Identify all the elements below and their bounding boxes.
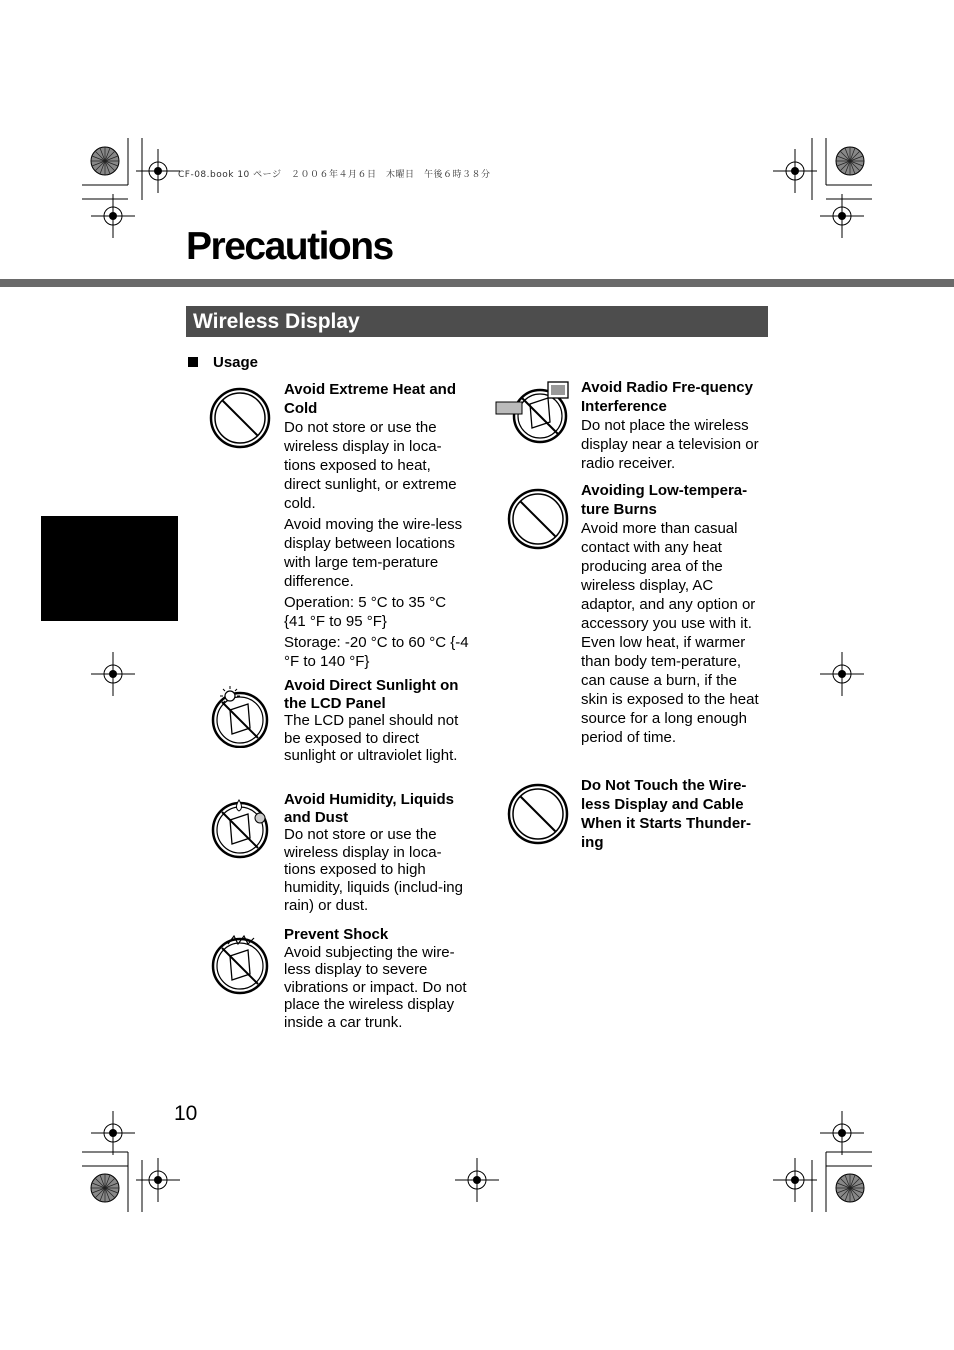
prohibition-icon — [506, 782, 570, 846]
book-header-info: CF-08.book 10 ページ ２００６年４月６日 木曜日 午後６時３８分 — [178, 170, 491, 180]
page-number: 10 — [174, 1102, 198, 1125]
no-radio-interference-icon — [494, 380, 574, 444]
operation-temperature: Operation: 5 °C to 35 °C {41 °F to 95 °F} — [284, 594, 447, 630]
precaution-text: Do not place the wireless display near a television or radio receiver. — [581, 417, 759, 472]
prohibition-icon — [506, 487, 570, 551]
precaution-title: Do Not Touch the Wire-less Display and Cable When it Starts Thunder-ing — [581, 777, 751, 851]
precaution-title: Avoiding Low-tempera-ture Burns — [581, 482, 748, 518]
precaution-text: Avoid moving the wire-less display between locations with large tem-perature difference. — [284, 516, 463, 590]
precaution-title: Prevent Shock — [284, 926, 389, 943]
precaution-text: Do not store or use the wireless display in loca-tions exposed to high humidity, liquids (includ-ing rain) or dust. — [284, 826, 463, 914]
precaution-low-temperature-burns — [581, 481, 766, 747]
precaution-extreme-heat-cold — [284, 380, 469, 671]
no-sunlight-icon — [208, 684, 272, 748]
page-title: Precautions — [186, 225, 393, 268]
precaution-text: Avoid subjecting the wire-less display to severe vibrations or impact. Do not place the wireless display inside a car trunk. — [284, 943, 467, 1031]
precaution-title: Avoid Extreme Heat and Cold — [284, 381, 456, 417]
side-tab — [41, 516, 178, 621]
precaution-thunder — [581, 776, 766, 852]
title-rule — [0, 279, 954, 287]
precaution-prevent-shock — [284, 926, 469, 1032]
precaution-text: Do not store or use the wireless display in loca-tions exposed to heat, direct sunlight, or extreme cold. — [284, 419, 457, 512]
prohibition-icon — [208, 386, 272, 450]
precaution-title: Avoid Direct Sunlight on the LCD Panel — [284, 677, 459, 712]
square-bullet-icon — [188, 357, 198, 367]
subsection-heading: Usage — [213, 354, 259, 371]
section-heading: Wireless Display — [186, 306, 768, 337]
precaution-radio-interference — [581, 378, 766, 473]
precaution-text: The LCD panel should not be exposed to direct sunlight or ultraviolet light. — [284, 712, 459, 765]
precaution-humidity-liquids-dust — [284, 791, 469, 914]
precaution-title: Avoid Humidity, Liquids and Dust — [284, 791, 454, 826]
precaution-text: Avoid more than casual contact with any heat producing area of the wireless display, AC adaptor, and any option or accessory you use with it. Even low heat, if warmer than body tem-perature, can cause a burn, if the skin is exposed to the heat source for a long enough period of time. — [581, 520, 759, 746]
no-shock-icon — [208, 932, 272, 996]
storage-temperature: Storage: -20 °C to 60 °C {-4 °F to 140 °F} — [284, 634, 469, 670]
no-humidity-icon — [208, 796, 272, 860]
precaution-direct-sunlight — [284, 677, 469, 765]
precaution-title: Avoid Radio Fre-quency Interference — [581, 379, 753, 415]
